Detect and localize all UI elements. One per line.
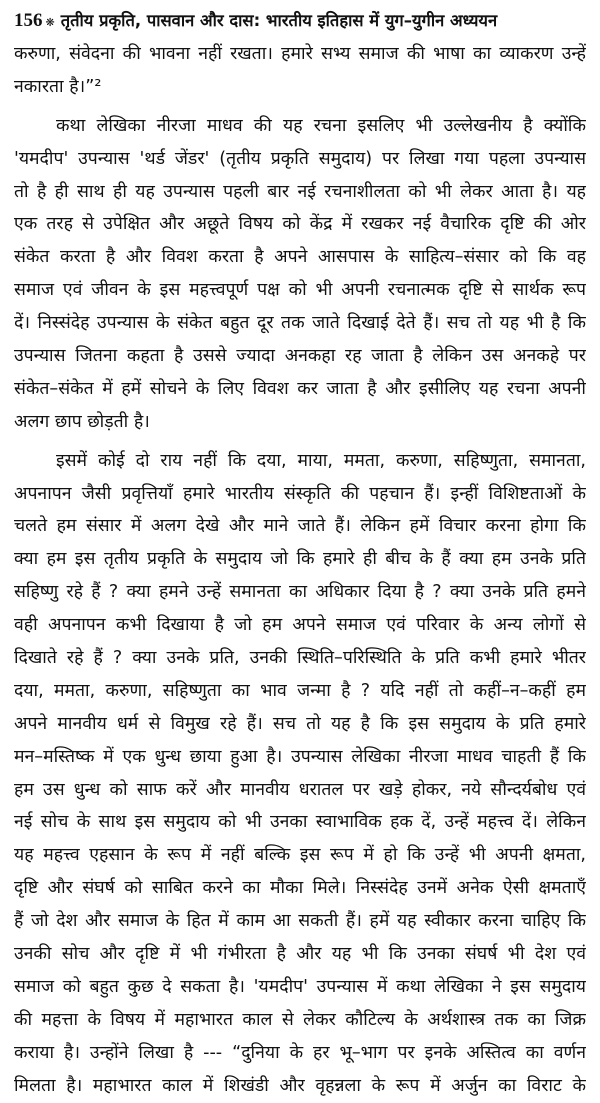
text-line: हैं जो देश और समाज के हित में काम आ सकती हैं। हमें यह स्वीकार करना चाहिए कि (14, 911, 586, 932)
text-line: नकारता है।”² (14, 76, 102, 97)
paragraph (14, 110, 586, 439)
text-line: मन–मस्तिष्क में एक धुन्ध छाया हुआ है। उपन्यास लेखिका नीरजा माधव चाहती हैं कि (14, 746, 586, 767)
text-line: उपन्यास जितना कहता है उससे ज्यादा अनकहा रह जाता है लेकिन उस अनकहे पर (14, 346, 586, 367)
running-header-title: तृतीय प्रकृति, पासवान और दास: भारतीय इतिहास में युग–युगीन अध्ययन (60, 11, 498, 30)
text-line: कथा लेखिका नीरजा माधव की यह रचना इसलिए भी उल्लेखनीय है क्योंकि (56, 115, 586, 136)
paragraph (14, 38, 586, 104)
paragraph (14, 445, 586, 1103)
text-line: करुणा, संवेदना की भावना नहीं रखता। हमारे सभ्य समाज की भाषा का व्याकरण उन्हें (14, 44, 586, 64)
text-line: अलग छाप छोड़ती है। (14, 411, 150, 432)
text-line: 'यमदीप' उपन्यास 'थर्ड जेंडर' (तृतीय प्रकृति समुदाय) पर लिखा गया पहला उपन्यास (14, 148, 586, 169)
text-line: यह महत्त्व एहसान के रूप में नहीं बल्कि इस रूप में हो कि उन्हें भी अपनी क्षमता, (14, 845, 586, 866)
text-line: कराया है। उन्होंने लिखा है --- “दुनिया के हर भू–भाग पर इनके अस्तित्व का वर्णन (14, 1042, 586, 1063)
text-line: मिलता है। महाभारत काल में शिखंडी और वृहन्नला के रूप में अर्जुन का विराट के (14, 1075, 586, 1096)
ornament-icon: ❋ (45, 16, 55, 29)
text-line: अपने मानवीय धर्म से विमुख रहे हैं। सच तो यह है कि इस समुदाय के प्रति हमारे (14, 713, 586, 734)
text-line: सहिष्णु रहे हैं ? क्या हमने उन्हें समानता का अधिकार दिया है ? क्या उनके प्रति हमने (14, 582, 586, 603)
text-line: दया, ममता, करुणा, सहिष्णुता का भाव जन्मा है ? यदि नहीं तो कहीं–न–कहीं हम (14, 680, 586, 701)
page-number: 156 (14, 10, 43, 31)
text-line: नई सोच के साथ इस समुदाय को भी उनका स्वाभाविक हक दें, उन्हें महत्त्व दें। लेकिन (14, 812, 586, 833)
text-line: उनकी सोच और दृष्टि में भी गंभीरता है और यह भी कि उनका संघर्ष भी देश एवं (14, 944, 586, 965)
text-line: समाज एवं जीवन के इस महत्त्वपूर्ण पक्ष को भी अपनी रचनात्मक दृष्टि से सार्थक रूप (14, 280, 586, 301)
text-line: इसमें कोई दो राय नहीं कि दया, माया, ममता, करुणा, सहिष्णुता, समानता, (56, 450, 586, 471)
text-line: एक तरह से उपेक्षित और अछूते विषय को केंद्र में रखकर नई वैचारिक दृष्टि की ओर (14, 214, 586, 235)
text-line: दिखाते रहे हैं ? क्या उनके प्रति, उनकी स्थिति–परिस्थिति के प्रति कभी हमारे भीतर (14, 648, 586, 669)
text-line: तो है ही साथ ही यह उपन्यास पहली बार नई रचनाशीलता को भी लेकर आता है। यह (14, 181, 586, 202)
text-line: हम उस धुन्ध को साफ करें और मानवीय धरातल पर खड़े होकर, नये सौन्दर्यबोध एवं (14, 779, 586, 800)
text-line: अपनापन जैसी प्रवृत्तियाँ हमारे भारतीय संस्कृति की पहचान हैं। इन्हीं विशिष्टताओं के (14, 483, 586, 504)
text-line: संकेत करता है और विवश करता है अपने आसपास के साहित्य–संसार को कि वह (14, 247, 586, 268)
text-line: समाज को बहुत कुछ दे सकता है। 'यमदीप' उपन्यास में कथा लेखिका ने इस समुदाय (14, 976, 586, 997)
text-line: दें। निस्संदेह उपन्यास के संकेत बहुत दूर तक जाते दिखाई देते हैं। सच तो यह भी है कि (14, 313, 586, 334)
text-line: वही अपनापन कभी दिखाया है जो हम अपने समाज एवं परिवार के अन्य लोगों से (14, 615, 586, 636)
text-line: क्या हम इस तृतीय प्रकृति के समुदाय जो कि हमारे ही बीच के हैं क्या हम उनके प्रति (14, 549, 586, 570)
text-line: दृष्टि और संघर्ष को साबित करने का मौका मिले। निस्संदेह उनमें अनेक ऐसी क्षमताएँ (14, 878, 586, 899)
page-body (14, 38, 586, 1103)
text-line: संकेत–संकेत में हमें सोचने के लिए विवश कर जाता है और इसीलिए यह रचना अपनी (14, 378, 586, 399)
text-line: की महत्ता के विषय में महाभारत काल से लेकर कौटिल्य के अर्थशास्त्र तक का जिक्र (14, 1009, 586, 1030)
text-line: चलते हम संसार में अलग देखे और माने जाते हैं। लेकिन हमें विचार करना होगा कि (14, 516, 586, 537)
running-header (14, 6, 586, 36)
